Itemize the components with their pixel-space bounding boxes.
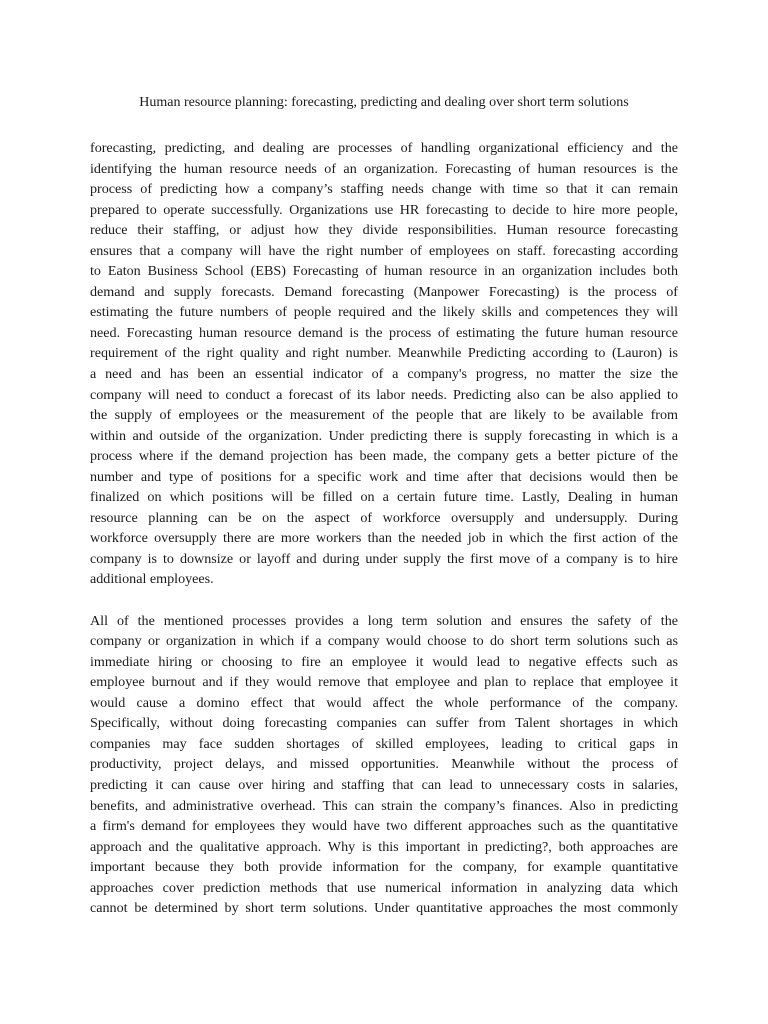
paragraph-1 — [90, 138, 678, 590]
text-line: would cause a domino effect that would affect the whole performance of the company. — [90, 694, 678, 711]
text-line: important because they both provide information for the company, for example quantitative — [90, 859, 678, 876]
text-line: identifying the human resource needs of an organization. Forecasting of human resources is the — [90, 160, 678, 177]
text-line: approach and the qualitative approach. Why is this important in predicting?, both approaches are — [90, 838, 678, 855]
document-body — [90, 138, 678, 919]
text-line: number and type of positions for a specific work and time after that decisions would then be — [90, 468, 678, 485]
text-line: company will need to conduct a forecast of its labor needs. Predicting also can be also applied to — [90, 386, 678, 403]
text-line: estimating the future numbers of people required and the likely skills and competences they will — [90, 304, 678, 321]
text-line: prepared to operate successfully. Organizations use HR forecasting to decide to hire more people, — [90, 201, 678, 218]
text-line: employee burnout and if they would remove that employee and plan to replace that employee it — [90, 674, 678, 691]
text-line: predicting it can cause over hiring and staffing that can lead to unnecessary costs in salaries, — [90, 776, 678, 793]
text-line: All of the mentioned processes provides a long term solution and ensures the safety of the — [90, 612, 678, 629]
text-line: a need and has been an essential indicator of a company's progress, no matter the size the — [90, 366, 678, 383]
text-line: resource planning can be on the aspect of workforce oversupply and undersupply. During — [90, 509, 678, 526]
text-line: approaches cover prediction methods that use numerical information in analyzing data which — [90, 879, 678, 896]
text-line: cannot be determined by short term solutions. Under quantitative approaches the most commonly — [90, 900, 678, 917]
text-line: Specifically, without doing forecasting companies can suffer from Talent shortages in which — [90, 715, 678, 732]
text-line: demand and supply forecasts. Demand forecasting (Manpower Forecasting) is the process of — [90, 283, 678, 300]
text-line: companies may face sudden shortages of skilled employees, leading to critical gaps in — [90, 735, 678, 752]
document-title: Human resource planning: forecasting, predicting and dealing over short term solutions — [139, 95, 629, 110]
text-line: ensures that a company will have the right number of employees on staff. forecasting according — [90, 242, 678, 259]
paragraph-2 — [90, 611, 678, 919]
text-line: requirement of the right quality and right number. Meanwhile Predicting according to (Lauron) is — [90, 345, 678, 362]
text-line: the supply of employees or the measurement of the people that are likely to be available from — [90, 407, 678, 424]
text-line: a firm's demand for employees they would have two different approaches such as the quantitative — [90, 818, 678, 835]
text-line: reduce their staffing, or adjust how they divide responsibilities. Human resource forecasting — [90, 222, 678, 239]
text-line: forecasting, predicting, and dealing are processes of handling organizational efficiency and the — [90, 140, 678, 156]
text-line: finalized on which positions will be filled on a certain future time. Lastly, Dealing in human — [90, 489, 678, 506]
paragraph-spacer — [90, 590, 678, 611]
text-line: company is to downsize or layoff and during under supply the first move of a company is to hire — [90, 550, 678, 567]
text-line: within and outside of the organization. Under predicting there is supply forecasting in which is a — [90, 427, 678, 444]
text-line: to Eaton Business School (EBS) Forecasting of human resource in an organization includes both — [90, 263, 678, 280]
text-line: immediate hiring or choosing to fire an employee it would lead to negative effects such as — [90, 653, 678, 670]
text-line: productivity, project delays, and missed opportunities. Meanwhile without the process of — [90, 756, 678, 773]
text-line: workforce oversupply there are more workers than the needed job in which the first action of the — [90, 530, 678, 547]
text-line: benefits, and administrative overhead. This can strain the company’s finances. Also in predicting — [90, 797, 678, 814]
text-line: process where if the demand projection has been made, the company gets a better picture of the — [90, 448, 678, 465]
text-line: need. Forecasting human resource demand is the process of estimating the future human resource — [90, 324, 678, 341]
text-line: process of predicting how a company’s staffing needs change with time so that it can remain — [90, 181, 678, 198]
text-line: company or organization in which if a company would choose to do short term solutions such as — [90, 633, 678, 650]
text-line: additional employees. — [90, 571, 214, 588]
